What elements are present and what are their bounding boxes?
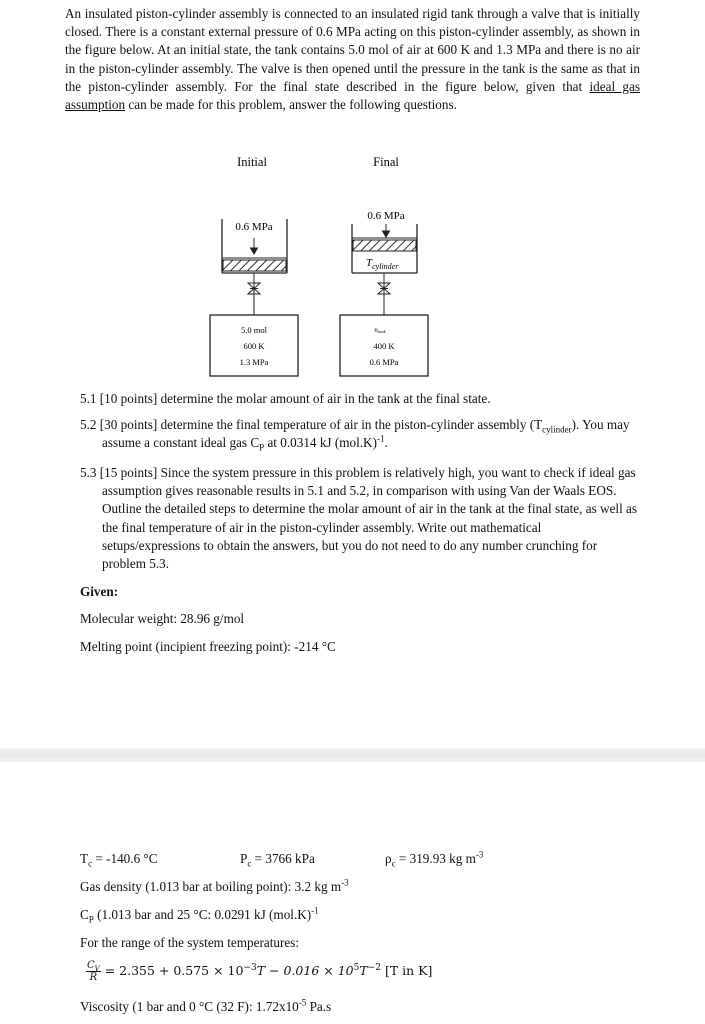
final-tank-n-main: n <box>374 326 378 334</box>
intro-text-1: An insulated piston-cylinder assembly is connected to an insulated rigid tank through a valve that is initially closed. There is a constant external pressure of 0.6 MPa acting on this piston-cylinder assembly, as shown in the figure below. At an initial state, the tank contains 5.0 mol of air at 600 K and 1.3 MPa and there is no air in the piston-cylinder assembly. The valve is then opened until the pressure in the tank is the same as that in the piston-cylinder assembly. For the final state described in the figure below, given that <box>65 6 640 94</box>
q2-text-1: 5.2 [30 points] determine the final temperature of air in the piston-cylinder assembly (T <box>80 417 543 432</box>
gas-density-sup: -3 <box>341 877 349 888</box>
given-molecular-weight: Molecular weight: 28.96 g/mol <box>80 611 245 626</box>
question-5-1 <box>80 390 640 408</box>
q2-text-3: at 0.0314 kJ (mol.K) <box>264 435 377 451</box>
q2-end: . <box>384 435 388 451</box>
piston-tank-figure <box>0 0 705 380</box>
q2-sup: -1 <box>376 433 385 444</box>
heat-capacity <box>80 906 319 924</box>
pc-sub: c <box>247 858 252 869</box>
t-cylinder-sub: cylinder <box>372 262 399 271</box>
final-tank-n-sub: tank <box>377 329 386 334</box>
critical-temperature <box>80 850 158 868</box>
initial-piston <box>223 260 286 271</box>
eq-part-2: T − 0.016 × 10 <box>256 963 354 978</box>
initial-tank-pressure: 1.3 MPa <box>239 357 269 367</box>
tc-sub: c <box>88 858 93 869</box>
cp-text: (1.013 bar and 25 °C: 0.0291 kJ (mol.K) <box>93 907 312 922</box>
initial-tank-temperature: 600 K <box>243 341 265 351</box>
intro-text-2: can be made for this problem, answer the following questions. <box>125 97 457 113</box>
critical-density <box>385 850 483 868</box>
initial-valve-icon <box>248 273 260 315</box>
page-separator <box>0 748 705 762</box>
initial-arrow <box>251 238 258 254</box>
cv-equation <box>86 960 432 983</box>
viscosity-text: Viscosity (1 bar and 0 °C (32 F): 1.72x10 <box>80 999 299 1014</box>
question-5-2 <box>80 416 642 452</box>
q2-sub: cylinder <box>542 424 572 435</box>
problem-page-2 <box>0 762 705 1024</box>
cv-frac-den: R <box>89 972 98 983</box>
tc-value: = -140.6 °C <box>92 851 158 866</box>
final-tank-temperature: 400 K <box>373 341 395 351</box>
pc-main: P <box>240 851 248 866</box>
question-5-3-text: 5.3 [15 points] Since the system pressure in this problem is relatively high, you want to check if ideal gas assumption gives reasonable results in 5.1 and 5.2, in comparison with using Van der Waals EOS. Outline the detailed steps to determine the molar amount of air in the tank at the final state, as well as the final temperature of air in the piston-cylinder assembly. Write out mathematical setups/expressions to obtain the answers, but you do not need to do any number crunching for problem 5.3. <box>80 465 638 572</box>
final-valve-icon <box>378 273 390 315</box>
cp-sub: P <box>88 914 94 925</box>
critical-pressure <box>240 850 315 868</box>
given-melting-point: Melting point (incipient freezing point): -214 °C <box>80 639 336 654</box>
pc-value: = 3766 kPa <box>251 851 315 866</box>
eq-part-1: = 2.355 + 0.575 × 10 <box>100 963 244 978</box>
initial-tank-moles: 5.0 mol <box>241 325 267 335</box>
final-tank-n-label <box>374 326 386 334</box>
question-5-1-text: 5.1 [10 points] determine the molar amount of air in the tank at the final state. <box>80 391 491 406</box>
cp-sup: -1 <box>311 905 319 916</box>
cv-frac-num-sub: V <box>94 965 100 973</box>
final-piston <box>353 240 416 251</box>
final-arrow <box>383 224 390 237</box>
q2-text-2: ). You may assume a constant ideal gas C <box>102 417 630 451</box>
eq-part-3: T <box>359 963 368 978</box>
initial-label: Initial <box>237 155 267 169</box>
gas-density <box>80 878 349 896</box>
final-tank-pressure: 0.6 MPa <box>369 357 399 367</box>
rhoc-main: ρ <box>385 851 392 866</box>
viscosity-sup: -5 <box>298 997 307 1008</box>
eq-sup-2: 5 <box>353 962 360 973</box>
rhoc-sub: c <box>391 858 396 869</box>
temperature-range-text: For the range of the system temperatures: <box>80 935 299 950</box>
intro-underlined-term: ideal gas assumption <box>65 78 641 113</box>
eq-sup-3: −2 <box>367 962 381 973</box>
cv-frac-num: C <box>87 960 95 971</box>
t-cylinder-main: T <box>366 257 373 269</box>
question-5-3 <box>80 464 640 573</box>
viscosity <box>80 998 331 1016</box>
initial-pressure: 0.6 MPa <box>235 221 273 233</box>
cp-main: C <box>80 907 89 922</box>
t-cylinder-label <box>366 257 399 271</box>
given-heading: Given: <box>80 584 119 599</box>
final-pressure: 0.6 MPa <box>367 210 405 222</box>
eq-sup-1: −3 <box>243 962 257 973</box>
gas-density-text: Gas density (1.013 bar at boiling point): 3.2 kg m <box>80 879 342 894</box>
eq-part-4: [T in K] <box>380 963 433 978</box>
q2-sub2: P <box>259 442 265 453</box>
rhoc-sup: -3 <box>475 849 484 860</box>
viscosity-end: Pa.s <box>306 999 332 1014</box>
final-label: Final <box>373 155 399 169</box>
tc-main: T <box>80 851 89 866</box>
rhoc-value: = 319.93 kg m <box>395 851 476 866</box>
cv-fraction <box>86 960 101 983</box>
